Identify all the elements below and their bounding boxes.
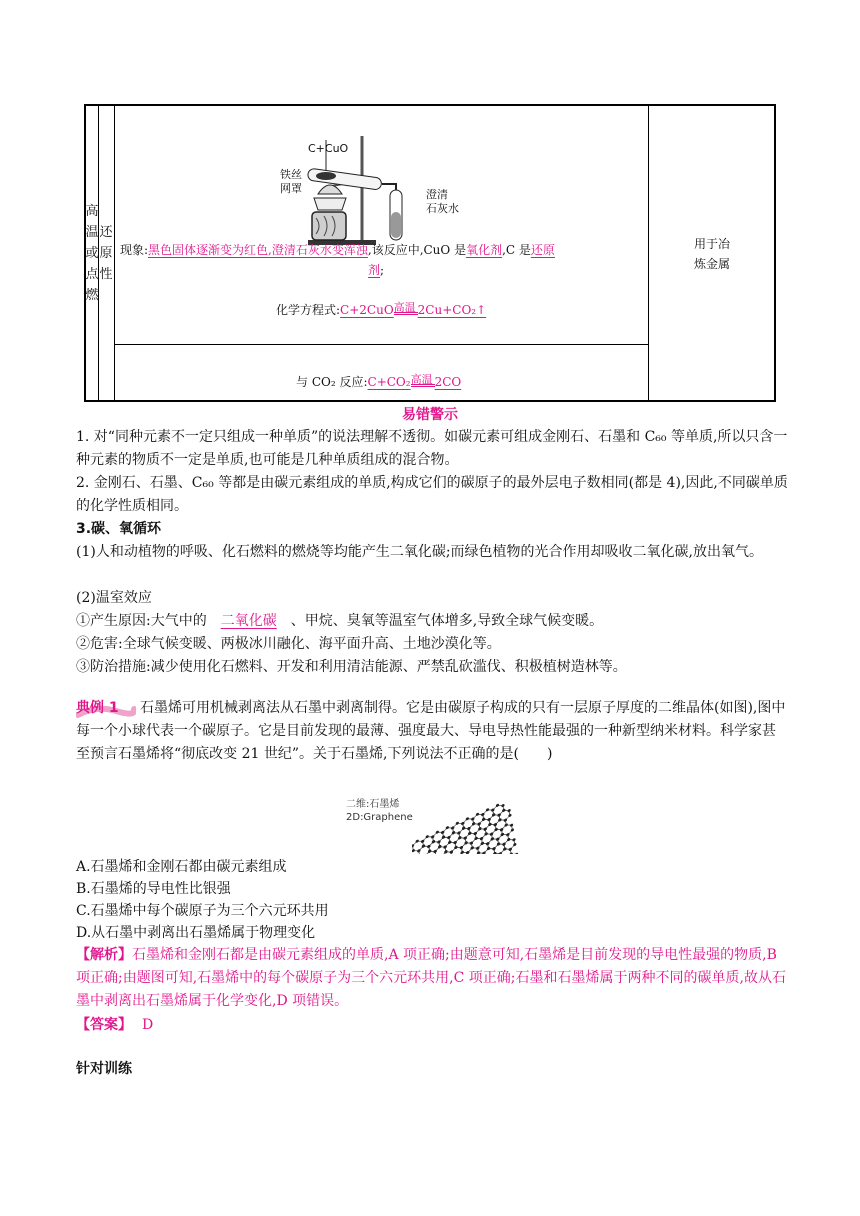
answer-oxidant: 氧化剂 [466, 243, 503, 257]
use-text: 用于冶 炼金属 [694, 237, 731, 271]
warning-item-1: 1. 对“同种元素不一定只组成一种单质”的说法理解不透彻。如碳元素可组成金刚石、石墨和 C₆₀ 等单质,所以只含一种元素的物质不一定是单质,也可能是几种单质组成的混合物。 [76, 429, 788, 468]
apparatus-label-gauze: 铁丝 网罩 [280, 168, 302, 195]
table-divider [114, 344, 648, 345]
option-a: A.石墨烯和金刚石都由碳元素组成 [76, 859, 287, 875]
table-divider [114, 106, 115, 400]
answer-reductant: 还原 [530, 243, 555, 257]
prevention-line: ③防治措施:减少使用化石燃料、开发和利用清洁能源、严禁乱砍滥伐、积极植树造林等。 [76, 659, 627, 675]
option-b: B.石墨烯的导电性比银强 [76, 881, 231, 897]
section-paragraph-2: (2)温室效应 [76, 590, 152, 606]
apparatus-label-limewater: 澄清 石灰水 [426, 188, 459, 215]
option-d: D.从石墨中剥离出石墨烯属于物理变化 [76, 925, 316, 941]
apparatus-label-top: C+CuO [308, 142, 349, 155]
warning-title: 易错警示 [402, 407, 458, 423]
condition-column: 高 温 或 点 燃 [85, 204, 99, 303]
answer-phenomenon: 黑色固体逐渐变为红色,澄清石灰水变浑浊 [148, 243, 368, 257]
property-column: 还 原 性 [99, 225, 113, 282]
harm-line: ②危害:全球气候变暖、两极冰川融化、海平面升高、土地沙漠化等。 [76, 636, 501, 652]
section-paragraph-1: (1)人和动植物的呼吸、化石燃料的燃烧等均能产生二氧化碳;而绿色植物的光合作用却吸收二氧化碳,放出氧气。 [76, 544, 763, 560]
warning-item-2: 2. 金刚石、石墨、C₆₀ 等都是由碳元素组成的单质,构成它们的碳原子的最外层电子数相同(都是 4),因此,不同碳单质的化学性质相同。 [76, 475, 788, 514]
condition-high-temp: 高温 [393, 301, 416, 314]
analysis-tag: 【解析】 [76, 947, 132, 963]
section-title: 3.碳、氧循环 [76, 521, 162, 537]
phenomenon-text: 现象:黑色固体逐渐变为红色,澄清石灰水变浑浊,该反应中,CuO 是氧化剂,C 是还原 [120, 243, 555, 257]
answer: 【答案】 D [76, 1017, 154, 1033]
answer-tag: 【答案】 [76, 1017, 132, 1033]
example-question: 石墨烯可用机械剥离法从石墨中剥离制得。它是由碳原子构成的只有一层原子厚度的二维晶体(如图),图中每一个小球代表一个碳原子。它是目前发现的最薄、强度最大、导电导热性能最强的一种新型纳米材料。科学家甚至预言石墨烯将“彻底改变 21 世纪”。关于石墨烯,下列说法不正确的是( ) [76, 700, 786, 762]
option-c: C.石墨烯中每个碳原子为三个六元环共用 [76, 903, 329, 919]
equation1: 化学方程式:C+2CuO 高温 2Cu+CO₂↑ [276, 300, 486, 320]
training-heading: 针对训练 [76, 1061, 132, 1077]
condition-high-temp: 高温 [410, 373, 433, 386]
reaction-table [84, 104, 776, 402]
answer-co2: 二氧化碳 [220, 613, 277, 629]
analysis: 【解析】石墨烯和金刚石都是由碳元素组成的单质,A 项正确;由题意可知,石墨烯是目前发现的导电性最强的物质,B 项正确;由题图可知,石墨烯中的每个碳原子为三个六元环共用,C 项正确;石墨和石墨烯属于两种不同的碳单质,故从石墨中剥离出石墨烯属于化学变化,D 项错误。 [76, 947, 786, 1009]
equation2: 与 CO₂ 反应:C+CO₂ 高温 2CO [296, 372, 461, 392]
figure-caption: 二维:石墨烯 2D:Graphene [346, 799, 413, 823]
phenomenon-text-line2: 剂; [368, 263, 385, 277]
graphene-figure [412, 770, 536, 854]
example-label: 典例 1 [76, 700, 119, 716]
cause-line: ①产生原因:大气中的 二氧化碳 、甲烷、臭氧等温室气体增多,导致全球气候变暖。 [76, 613, 604, 629]
table-divider [648, 106, 649, 400]
